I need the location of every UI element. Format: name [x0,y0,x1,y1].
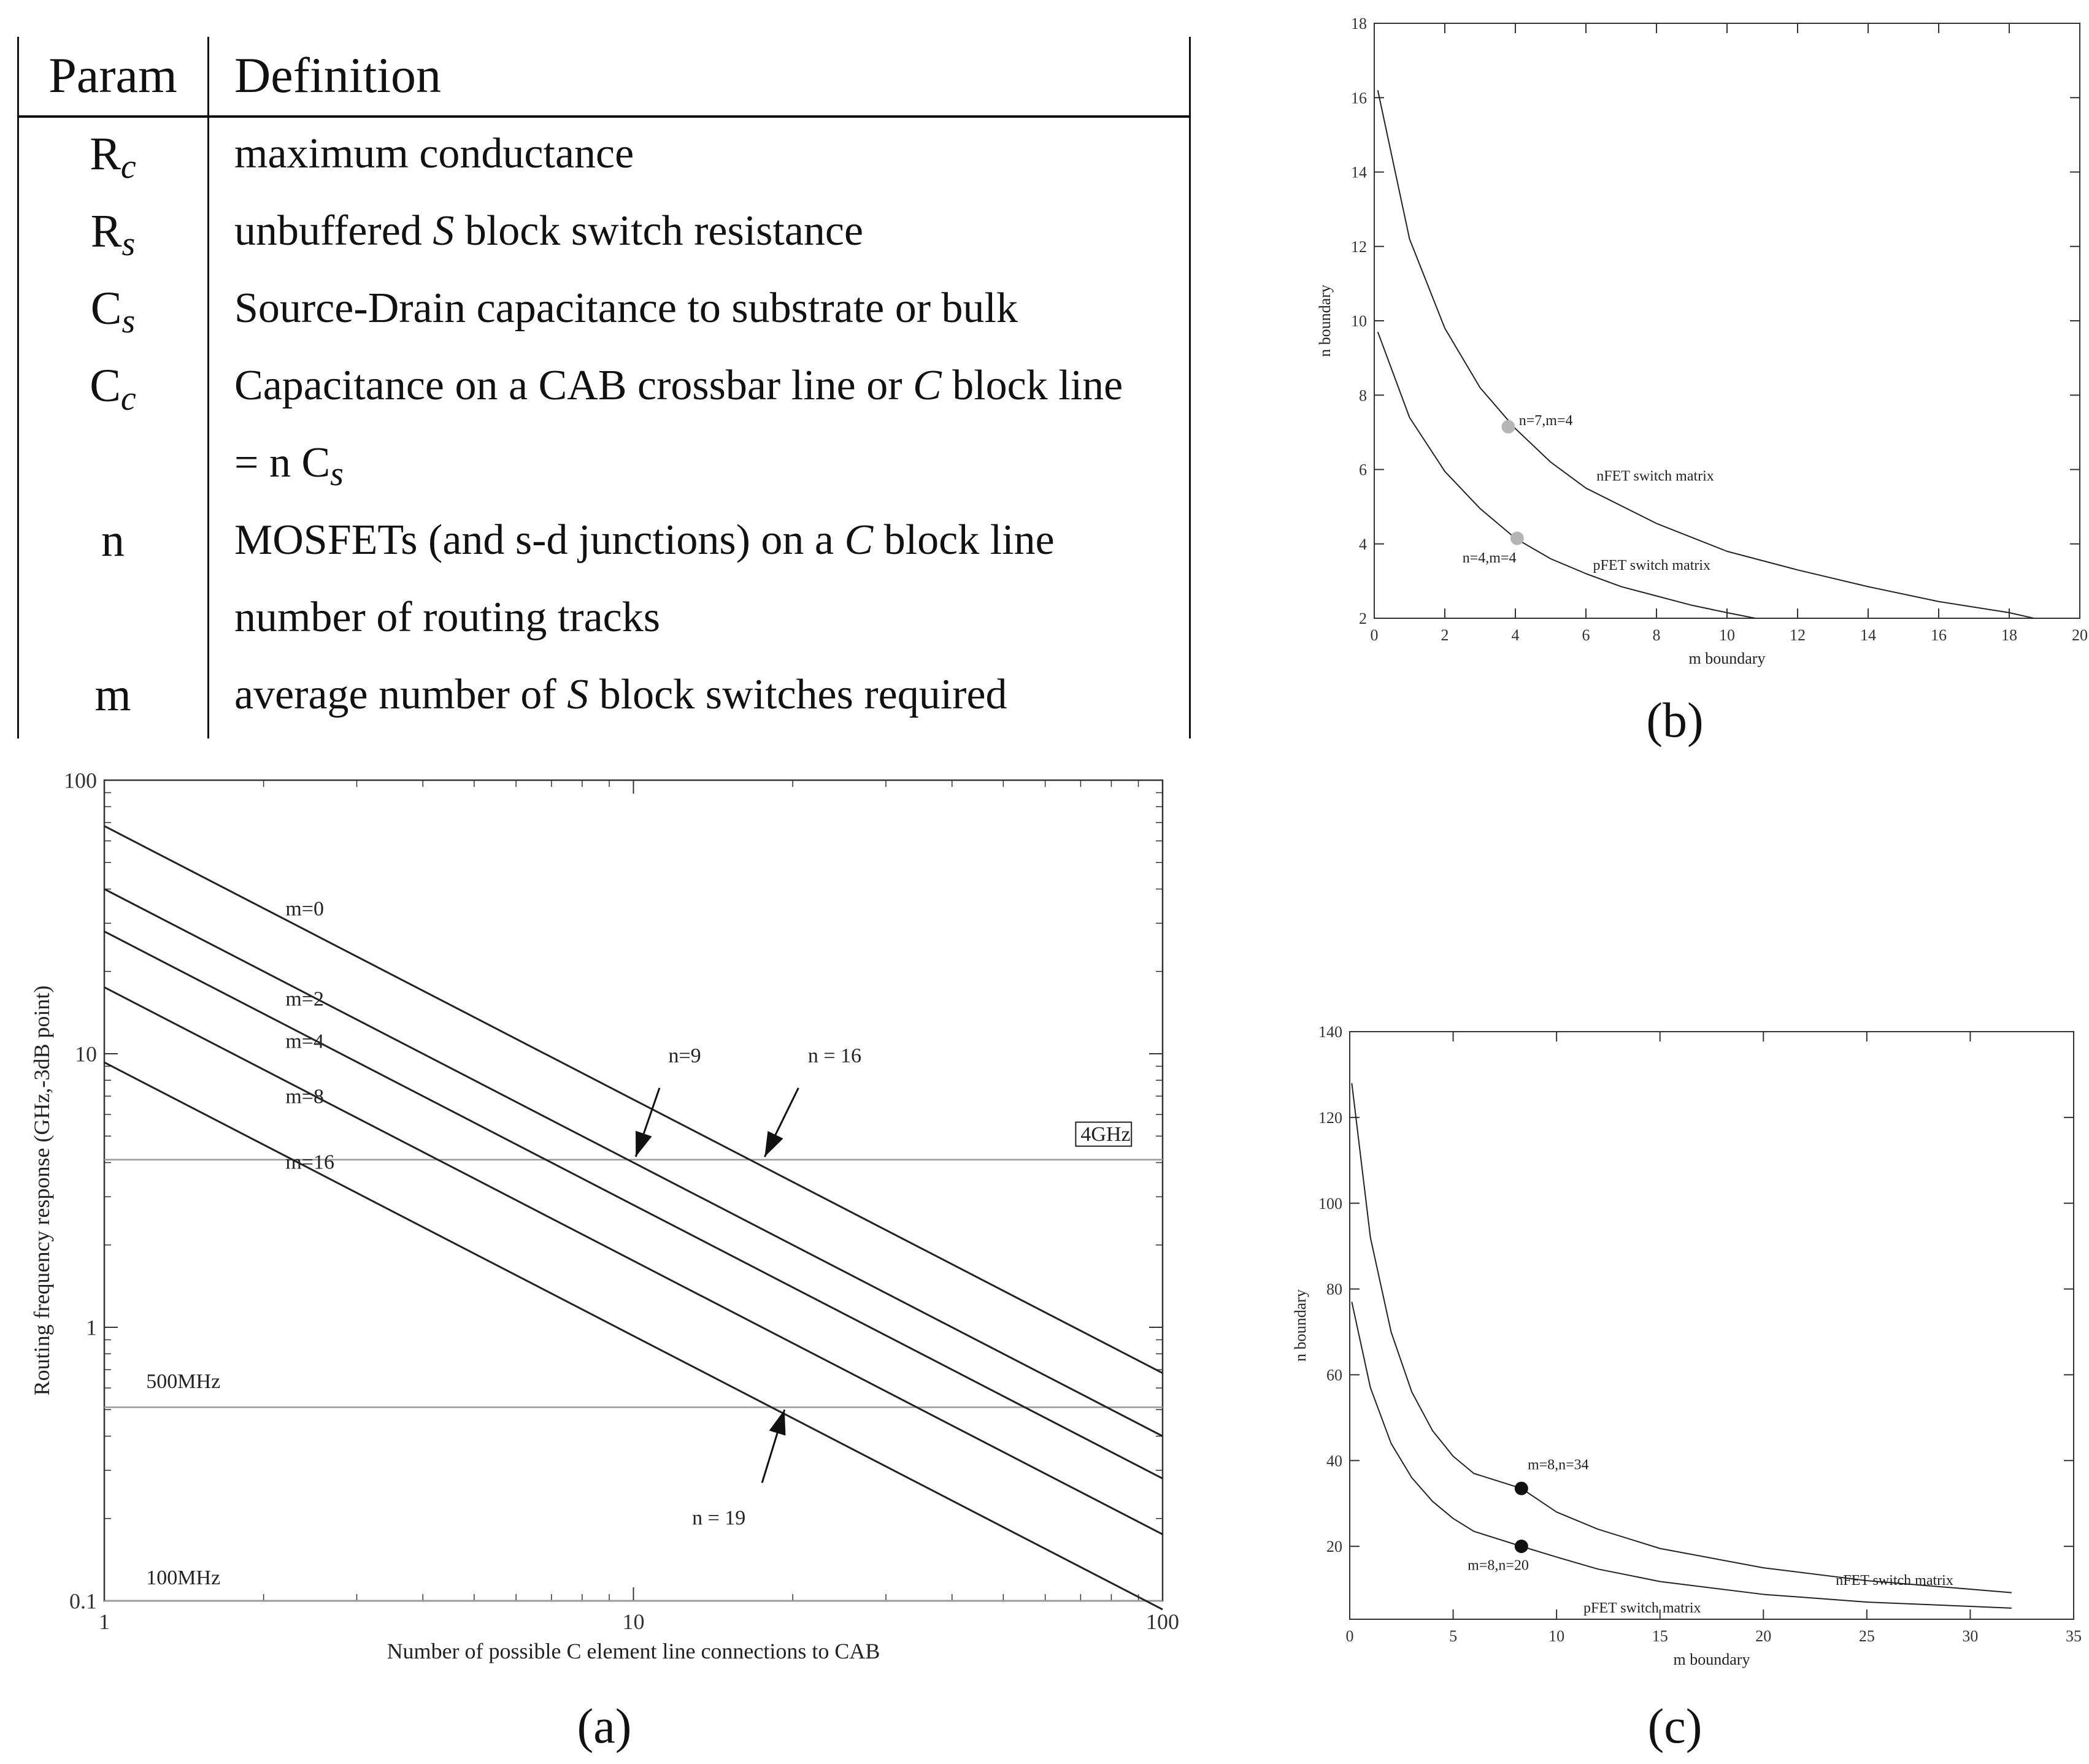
data-point [1510,532,1524,545]
x-tick-label: 10 [1719,626,1735,644]
definition-text: S [567,671,589,718]
series-line [1352,1302,2011,1608]
y-tick-label: 14 [1351,163,1367,182]
annotation-arrow-head [764,1131,783,1157]
y-tick-label: 120 [1318,1108,1342,1127]
series-line [1378,90,2034,618]
x-tick-label: 25 [1858,1627,1875,1645]
x-tick-label: 4 [1511,626,1520,644]
y-tick-label: 10 [75,1041,97,1067]
definition-text: block switches required [588,671,1007,718]
param-cell [18,656,207,734]
definition-cell [234,270,1191,347]
definition-text: block line [941,362,1123,409]
data-point-label: n=7,m=4 [1518,412,1573,429]
series-line [104,826,1163,1373]
y-tick-label: 0.1 [69,1589,97,1614]
y-tick-label: 10 [1351,312,1367,331]
data-point [1502,420,1515,434]
y-tick-label: 6 [1359,461,1367,479]
y-tick-label: 60 [1326,1366,1342,1384]
x-tick-label: 8 [1652,626,1661,644]
definition-text: s [330,455,344,493]
x-axis-label: m boundary [1688,650,1766,667]
x-axis-label: m boundary [1673,1651,1750,1668]
annotation-label: n = 19 [692,1506,746,1530]
x-tick-label: 30 [1962,1627,1979,1645]
definition-cell [234,424,1191,502]
x-tick-label: 18 [2001,626,2017,644]
chart-c [1288,1006,2086,1693]
caption-c: (c) [1647,1700,1702,1754]
param-cell [18,115,207,193]
y-tick-label: 4 [1359,535,1367,553]
y-tick-label: 20 [1326,1538,1342,1556]
param-subscript: s [121,225,136,263]
series-label: m=16 [285,1151,334,1174]
data-point-label: m=8,n=34 [1527,1457,1589,1473]
definition-text: C [913,362,942,409]
param-cell [18,347,207,424]
y-tick-label: 100 [1318,1194,1342,1213]
definition-cell [234,347,1191,424]
table-row [12,502,1196,579]
definition-text: = n C [234,439,331,486]
table-header-row [12,37,1196,114]
series-label: pFET switch matrix [1583,1600,1701,1616]
series-line [104,932,1163,1479]
table-row [12,193,1196,270]
series-label: m=0 [285,897,324,921]
table-row [12,347,1196,424]
definition-text: maximum conductance [234,130,634,177]
definition-text: Capacitance on a CAB crossbar line or [234,362,914,409]
chart-a [25,761,1178,1681]
param-subscript: c [120,148,136,186]
x-tick-label: 16 [1931,626,1947,644]
caption-b: (b) [1646,694,1704,748]
param-symbol: m [94,669,131,721]
data-point [1515,1540,1528,1553]
y-tick-label: 140 [1318,1023,1342,1041]
definition-text: block line [873,516,1055,564]
annotation-arrow-head [636,1131,652,1157]
param-subscript: s [121,302,136,340]
y-tick-label: 8 [1359,386,1367,405]
y-tick-label: 16 [1351,89,1367,107]
x-tick-label: 12 [1790,626,1806,644]
x-tick-label: 35 [2066,1627,2082,1645]
x-tick-label: 100 [1146,1609,1179,1634]
x-tick-label: 5 [1449,1627,1458,1645]
x-tick-label: 0 [1345,1627,1354,1645]
x-tick-label: 20 [1755,1627,1772,1645]
y-tick-label: 18 [1351,15,1367,33]
reference-line-label: 100MHz [146,1566,221,1589]
x-tick-label: 1 [99,1609,110,1634]
x-tick-label: 2 [1441,626,1449,644]
definition-text: MOSFETs (and s-d junctions) on a [234,516,845,564]
series-label: nFET switch matrix [1836,1573,1953,1589]
reference-line-label: 4GHz [1080,1123,1131,1146]
table-row [12,656,1196,734]
y-axis-label: n boundary [1316,285,1334,357]
y-axis-label: Routing frequency response (GHz,-3dB point) [29,985,54,1396]
series-label: m=2 [285,987,324,1011]
definition-text: C [844,516,874,564]
definition-text: block switch resistance [454,207,864,255]
caption-a: (a) [577,1700,632,1754]
annotation-label: n = 16 [807,1045,862,1068]
annotation-label: n=9 [668,1045,701,1068]
y-tick-label: 1 [86,1315,97,1340]
plot-frame [104,780,1163,1601]
definition-cell [234,656,1191,734]
definition-cell [234,193,1191,270]
param-symbol: C [90,283,122,334]
param-symbol: n [101,515,125,566]
series-label: m=4 [285,1030,324,1053]
x-tick-label: 6 [1582,626,1590,644]
y-axis-label: n boundary [1291,1289,1309,1362]
header-param: Param [48,47,177,103]
param-cell [18,270,207,347]
series-label: pFET switch matrix [1593,558,1711,574]
series-line [104,1062,1163,1609]
x-tick-label: 14 [1860,626,1876,644]
x-tick-label: 0 [1370,626,1379,644]
data-point [1515,1482,1528,1495]
param-subscript: c [120,380,136,418]
definition-text: unbuffered [234,207,433,255]
table-row [12,115,1196,193]
param-symbol: R [90,205,122,257]
series-line [104,889,1163,1436]
param-cell [18,502,207,579]
series-line [104,987,1163,1535]
table-row [12,270,1196,347]
definition-cell [234,579,1191,656]
param-cell [18,193,207,270]
definition-text: number of routing tracks [234,594,660,641]
y-tick-label: 40 [1326,1452,1342,1470]
definition-text: S [433,207,455,255]
definition-cell [234,502,1191,579]
table-row [12,579,1196,656]
y-tick-label: 12 [1351,237,1367,256]
plot-frame [1350,1032,2074,1619]
param-symbol: C [90,360,121,412]
x-tick-label: 10 [1548,1627,1565,1645]
table-row [12,424,1196,502]
x-axis-label: Number of possible C element line connections to CAB [387,1639,880,1663]
series-label: m=8 [285,1085,324,1108]
annotation-arrow-head [769,1409,786,1435]
definition-text: Source-Drain capacitance to substrate or bulk [234,285,1018,332]
y-tick-label: 80 [1326,1280,1342,1298]
y-tick-label: 100 [64,768,97,793]
param-symbol: R [90,128,121,180]
x-tick-label: 20 [2072,626,2088,644]
data-point-label: n=4,m=4 [1462,550,1517,567]
definition-text: average number of [234,671,567,718]
chart-b [1313,12,2086,669]
x-tick-label: 10 [622,1609,645,1634]
definition-cell [234,115,1191,193]
series-label: nFET switch matrix [1596,468,1714,485]
x-tick-label: 15 [1652,1627,1668,1645]
plot-frame [1374,23,2080,618]
reference-line-label: 500MHz [146,1370,221,1393]
header-definition: Definition [234,47,442,103]
data-point-label: m=8,n=20 [1468,1557,1529,1574]
y-tick-label: 2 [1359,610,1367,628]
